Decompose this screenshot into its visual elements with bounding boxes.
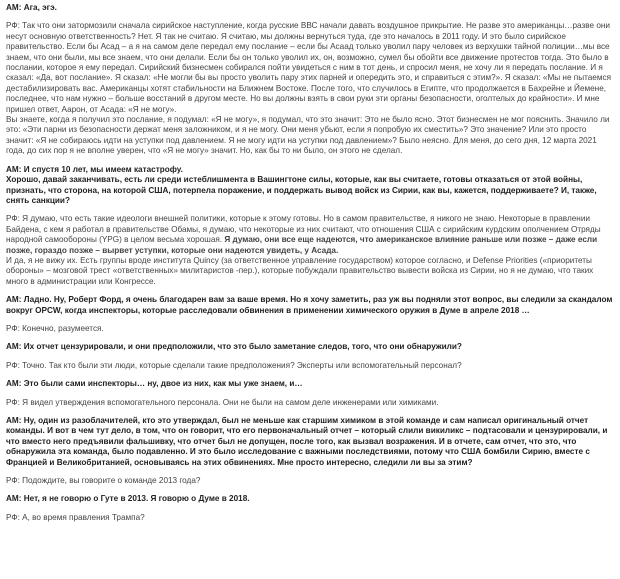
respondent-answer: РФ: Я видел утверждения вспомогательного персонала. Они не были на самом деле инженерами или химиками. bbox=[6, 397, 439, 407]
interviewer-line: AM: Ага, эгэ. bbox=[6, 3, 57, 12]
interviewer-line: AM: Нет, я не говорю о Гуте в 2013. Я говорю о Думе в 2018. bbox=[6, 494, 250, 504]
respondent-answer bbox=[6, 214, 614, 256]
interviewer-line: AM: Это были сами инспекторы… ну, двое из них, как мы уже знаем, и… bbox=[6, 379, 303, 389]
answer-emphasis: Я думаю, они все еще надеются, что американское влияние раньше или позже – даже если позже, гораздо позже – вырвет уступки, которые они надеются увидеть, у Асада. bbox=[6, 235, 598, 255]
respondent-answer: РФ: А, во время правления Трампа? bbox=[6, 512, 145, 522]
interviewer-question: AM: Ну, один из разоблачителей, кто это утверждал, был не меньше как старшим химиком в этой команде и сам написал оригинальный отчет команды. И вот в чем тут дело, в том, что он говорит, что его первоначальный отчет – который слили викиликс – подтасовали и цензурировали, и что вместо него предъявили фальшивку, что отчет был не допущен, после того, как вызвал возражения. И в отчете, сам отчет, что это, что обнаружила эта команда, было подавленно. И это было исследование с важными последствиями, потому что США бомбили Сирию, вместе с Францией и Великобританией, основываясь на этих обвинениях. Мне просто интересно, следили ли вы за этим? bbox=[6, 416, 608, 467]
respondent-answer: РФ: Подождите, вы говорите о команде 2013 года? bbox=[6, 476, 201, 486]
respondent-answer: РФ: Точно. Так кто были эти люди, которые сделали такие предположения? Эксперты или вспомогательный персонал? bbox=[6, 360, 462, 370]
respondent-answer: И да, я не вижу их. Есть группы вроде института Quincy (за ответственное управление государством) которое согласно, и Defense Priorities («приоритеты обороны» – мозговой трест «ответственных» милитаристов -пер.), которые побуждали правительство вывести войска из Сирии, но я не думаю, что таких много в администрации или Конгрессе. bbox=[6, 255, 594, 286]
interviewer-line: AM: И спустя 10 лет, мы имеем катастрофу. bbox=[6, 164, 183, 174]
respondent-answer: Вы знаете, когда я получил это послание, я подумал: «Я не могу», я подумал, что это значит: Это не было ясно. Этот бизнесмен не мог пояснить. Значило ли это: «Эти парни из безопасности держат меня заложником, и я не могу. Они меня убьют, если я попробую их сместить»? Это значение? Или это просто значит: «Я не собираюсь идти на уступки под давлением. Я не могу идти на уступки под давлением»? Было неясно. Для меня, до сего дня, 12 марта 2021 года, до сих пор я не вполне уверен, что «Я не могу» значит. Но, как бы то ни было, он этого не сделал. bbox=[6, 115, 610, 156]
answer-text: РФ: Я думаю, что есть такие идеологи внешней политики, которые к этому готовы. Но в самом правительстве, я никого не знаю. Некоторые в правлении Байдена, с кем я работал в правительстве Обамы, я думаю, что некоторые из них считают, что отношения США с сирийским курдским ополчением Отряды народной самообороны (YPG) в целом весьма хорошая. bbox=[6, 214, 601, 245]
interviewer-question: Хорошо, давай заканчивать, есть ли среди истеблишмента в Вашингтоне силы, которые, как вы считаете, готовы отказаться от этой войны, признать, что сторона, на которой США, потерпела поражение, и поддержать вывод войск из Сирии, как вы, кажется, поддерживаете? И, также, снять санкции? bbox=[6, 175, 597, 205]
respondent-answer: РФ: Так что они затормозили сначала сирийское наступление, когда русские ВВС начали давать воздушное прикрытие. Не разве это американцы…разве они несут основную ответственность? Нет. Я так не считаю. Я считаю, мы должны вернуться туда, где это началось в 2011 году. И это было сирийское правительство. Если бы Асад – а я на самом деле передал ему послание – если бы Асаад только уволил пару человек из верхушки тайной полиции…мы все знаем, что они были, мы все знаем, что они делали. Если бы он только уволил их, он, возможно, сумел бы обойти все движение протестов тогда. Это было в послании, которое я ему передал. Сирийский бизнесмен собирался пойти увидеться с ним в тот день, и спросил меня, не хочу ли я передать послание. И я сказал: «Да, вот послание». Я сказал: «Не могли бы вы просто уволить пару этих парней и опередить это, и справиться с этим?». Я сказал: «Мы не пытаемся дестабилизировать вас. Американцы хотят стабильности на Ближнем Востоке. После того, что случилось в Египте, что продолжается в Бахрейне и Йемене, последнее, что нам нужно – больше восстаний в другом месте. Но вы должны взять в свои руки эти органы безопасности, оголтелых до крайности». И мне пришел ответ, Аарон, от Асада: «Я не могу». bbox=[6, 21, 612, 114]
interviewer-question: AM: Их отчет цензурировали, и они предположили, что это было заметание следов, того, что они обнаружили? bbox=[6, 342, 462, 352]
respondent-answer: РФ: Конечно, разумеется. bbox=[6, 323, 104, 333]
interviewer-question: AM: Ладно. Ну, Роберт Форд, я очень благодарен вам за ваше время. Но я хочу заметить, раз уж вы подняли этот вопрос, вы следили за скандалом вокруг OPCW, когда инспекторы, которые расследовали обвинения в применении химического оружия в Думе в апреле 2018 … bbox=[6, 295, 613, 315]
